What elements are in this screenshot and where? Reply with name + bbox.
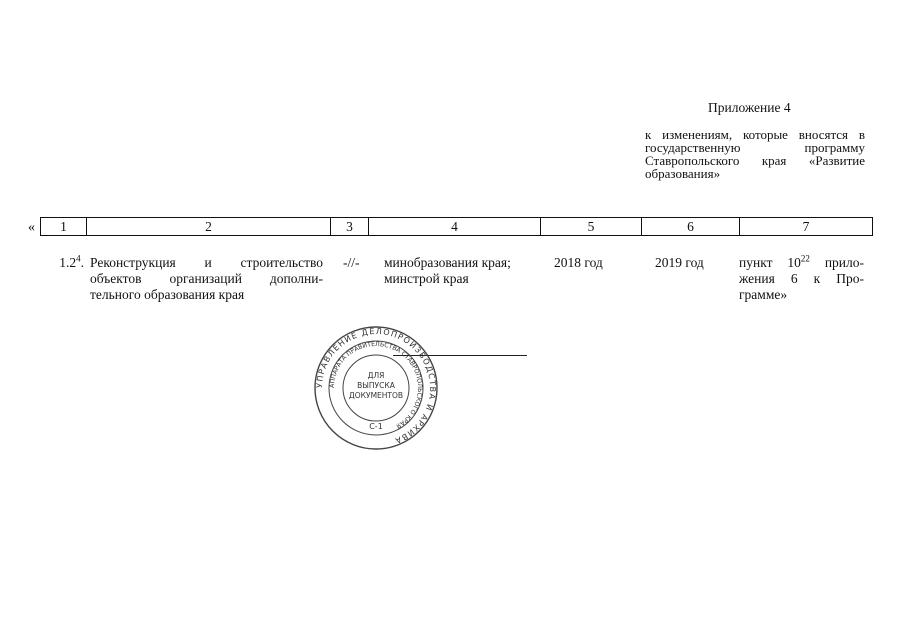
stamp-code: С-1 xyxy=(369,422,383,431)
stamp-outer-text: УПРАВЛЕНИЕ ДЕЛОПРОИЗВОДСТВА И АРХИВА xyxy=(314,326,438,446)
row-start-year: 2018 год xyxy=(554,255,603,270)
row-executors: минобразования края; минстрой края xyxy=(384,255,511,286)
header-col-3: 3 xyxy=(331,218,369,236)
header-col-5: 5 xyxy=(541,218,642,236)
row-mark: -//- xyxy=(343,255,360,270)
stamp-center-line1: ДЛЯ xyxy=(367,371,385,380)
row-number-main: 1.2 xyxy=(59,255,77,270)
row-number-suffix: . xyxy=(80,255,84,270)
row-end-year: 2019 год xyxy=(655,255,704,270)
appendix-note: к изменениям, которые вносятся в государственную программу Ставропольского края «Развитие образования» xyxy=(645,127,865,181)
opening-quote: « xyxy=(28,220,35,235)
row-number xyxy=(44,255,84,271)
header-col-6: 6 xyxy=(642,218,740,236)
stamp-center-line3: ДОКУМЕНТОВ xyxy=(348,391,404,400)
header-col-7: 7 xyxy=(740,218,873,236)
stamp-center-line2: ВЫПУСКА xyxy=(357,381,395,390)
row-reference-prefix: пункт 10 xyxy=(739,255,801,270)
official-stamp xyxy=(313,325,439,451)
column-number-header xyxy=(40,217,873,236)
row-title: Реконструкция и строительство объектов организаций дополни-тельного образования края xyxy=(90,255,323,302)
header-col-2: 2 xyxy=(87,218,331,236)
stamp-inner-text: АППАРАТА ПРАВИТЕЛЬСТВА СТАВРОПОЛЬСКОГО КРАЯ xyxy=(328,340,424,430)
appendix-title: Приложение 4 xyxy=(708,100,791,115)
row-reference-superscript: 22 xyxy=(800,253,810,264)
row-number-superscript: 4 xyxy=(76,253,81,264)
header-col-4: 4 xyxy=(369,218,541,236)
row-reference-suffix: прило-жения 6 к Про-грамме» xyxy=(739,255,865,302)
header-col-1: 1 xyxy=(41,218,87,236)
row-reference xyxy=(739,255,864,303)
